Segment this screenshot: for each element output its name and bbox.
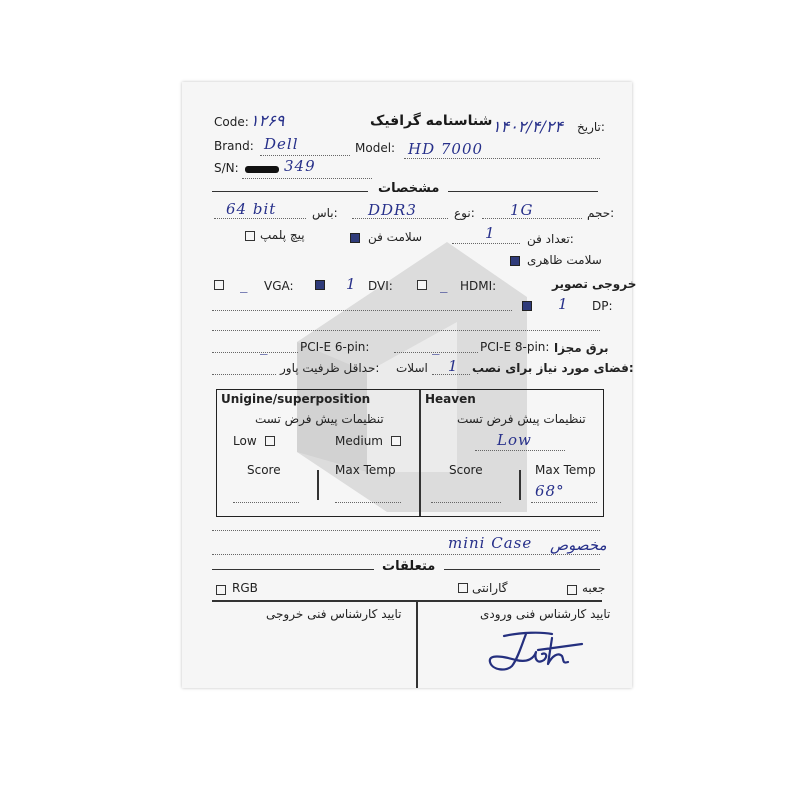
- box-checkbox[interactable]: [567, 585, 577, 595]
- pcie8-label: PCI-E 8-pin:: [480, 340, 550, 354]
- rgb-checkbox[interactable]: [216, 585, 226, 595]
- type-label: نوع:: [454, 206, 475, 220]
- dp-label: DP:: [592, 299, 613, 313]
- hdmi-value: _: [440, 275, 449, 293]
- warranty-checkbox[interactable]: [458, 583, 468, 593]
- accessories-section-title: متعلقات: [382, 559, 436, 574]
- brand-label: Brand:: [214, 139, 254, 153]
- sn-value: 349: [284, 157, 316, 175]
- pcie6-label: PCI-E 6-pin:: [300, 340, 370, 354]
- model-value: HD 7000: [408, 140, 484, 158]
- fan-count-label: تعداد فن:: [527, 232, 574, 246]
- rgb-label: RGB: [232, 581, 258, 595]
- sn-redaction: [245, 166, 279, 173]
- heaven-max-temp-value: 68°: [535, 482, 565, 500]
- form-title: شناسنامه گرافیک: [370, 113, 493, 129]
- output-tech-approval-label: تایید کارشناس فنی خروجی: [266, 607, 402, 621]
- unigine-title: Unigine/superposition: [221, 392, 371, 406]
- code-value: ۱۲۶۹: [250, 111, 285, 130]
- dvi-label: DVI:: [368, 279, 393, 293]
- signature-icon: [482, 630, 592, 676]
- screws-label: پیچ پلمپ: [260, 228, 305, 242]
- specs-section-title: مشخصات: [378, 181, 440, 196]
- dvi-value: 1: [346, 275, 357, 293]
- slots-value: 1: [448, 357, 459, 375]
- capacity-label: حجم:: [587, 206, 615, 220]
- code-label: Code:: [214, 115, 249, 129]
- vga-label: VGA:: [264, 279, 294, 293]
- min-psu-label: حداقل ظرفیت پاور:: [280, 361, 380, 375]
- appearance-checkbox[interactable]: [510, 256, 520, 266]
- screws-checkbox[interactable]: [245, 231, 255, 241]
- date-value: ۱۴۰۲/۴/۲۴: [492, 117, 563, 136]
- note-label: مخصوص: [550, 536, 607, 554]
- brand-value: Dell: [264, 135, 299, 153]
- dvi-checkbox[interactable]: [315, 280, 325, 290]
- date-label: تاریخ:: [577, 120, 605, 134]
- unigine-score-label: Score: [247, 463, 281, 477]
- box-label: جعبه: [582, 581, 606, 595]
- graphics-card-id-form: [182, 82, 637, 688]
- dp-value: 1: [558, 295, 569, 313]
- pcie8-value: _: [432, 337, 441, 355]
- fan-health-checkbox[interactable]: [350, 233, 360, 243]
- input-tech-approval-label: تایید کارشناس فنی ورودی: [480, 607, 611, 621]
- hdmi-checkbox[interactable]: [417, 280, 427, 290]
- note-value: mini Case: [448, 534, 533, 552]
- capacity-value: 1G: [510, 201, 534, 219]
- unigine-medium-label: Medium: [335, 434, 383, 448]
- benchmark-box: [216, 389, 604, 517]
- unigine-max-temp-label: Max Temp: [335, 463, 396, 477]
- slots-unit: اسلات: [396, 361, 428, 375]
- sn-label: S/N:: [214, 161, 239, 175]
- pcie6-value: _: [260, 337, 269, 355]
- unigine-default-settings: تنظیمات پیش فرض تست: [255, 412, 384, 426]
- appearance-label: سلامت ظاهری: [527, 253, 602, 267]
- heaven-score-label: Score: [449, 463, 483, 477]
- bus-value: 64 bit: [226, 200, 277, 218]
- heaven-preset-value: Low: [497, 431, 532, 449]
- vga-checkbox[interactable]: [214, 280, 224, 290]
- slots-label: فضای مورد نیاز برای نصب:: [472, 361, 634, 375]
- heaven-max-temp-label: Max Temp: [535, 463, 596, 477]
- unigine-medium-checkbox[interactable]: [391, 436, 401, 446]
- warranty-label: گارانتی: [472, 581, 508, 595]
- unigine-low-checkbox[interactable]: [265, 436, 275, 446]
- power-label: برق مجزا: [554, 341, 609, 355]
- outputs-label: خروجی تصویر: [552, 277, 637, 291]
- type-value: DDR3: [368, 201, 417, 219]
- fan-count-value: 1: [485, 224, 496, 242]
- hdmi-label: HDMI:: [460, 279, 497, 293]
- fan-health-label: سلامت فن: [368, 230, 423, 244]
- bus-label: باس:: [312, 206, 338, 220]
- unigine-low-label: Low: [233, 434, 257, 448]
- model-label: Model:: [355, 141, 396, 155]
- dp-checkbox[interactable]: [522, 301, 532, 311]
- heaven-title: Heaven: [425, 392, 476, 406]
- vga-value: _: [240, 275, 249, 293]
- heaven-default-settings: تنظیمات پیش فرض تست: [457, 412, 586, 426]
